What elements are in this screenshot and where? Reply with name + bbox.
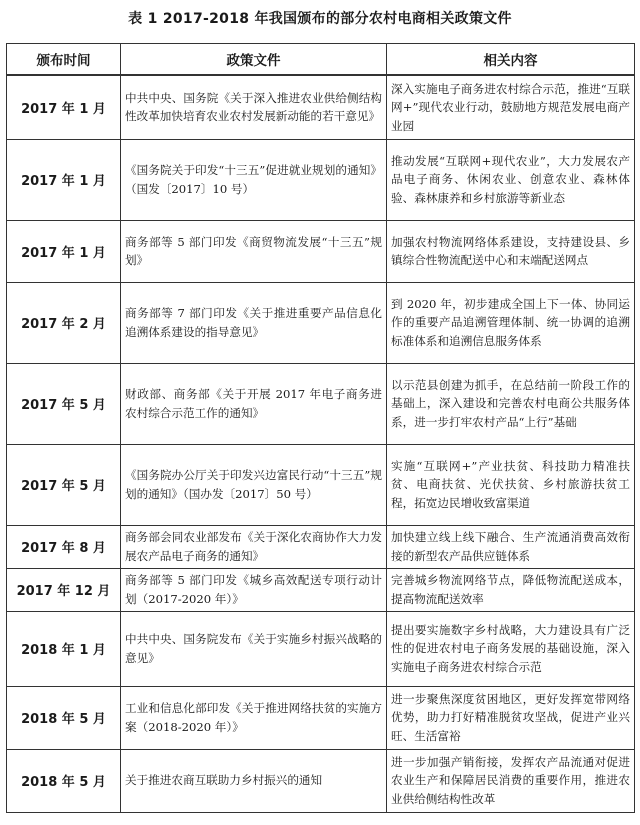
cell-doc: 工业和信息化部印发《关于推进网络扶贫的实施方案（2018-2020 年）》 xyxy=(121,686,387,749)
cell-date: 2017 年 8 月 xyxy=(7,525,121,568)
cell-content: 以示范县创建为抓手，在总结前一阶段工作的基础上，深入建设和完善农村电商公共服务体系，进一步打牢农村产品“上行”基础 xyxy=(387,363,635,444)
table-row xyxy=(7,139,635,220)
cell-content: 进一步聚焦深度贫困地区，更好发挥宽带网络优势，助力打好精准脱贫攻坚战，促进产业兴旺、生活富裕 xyxy=(387,686,635,749)
cell-content: 加强农村物流网络体系建设，支持建设县、乡镇综合性物流配送中心和末端配送网点 xyxy=(387,220,635,282)
header-date: 颁布时间 xyxy=(7,44,121,76)
cell-content: 完善城乡物流网络节点，降低物流配送成本，提高物流配送效率 xyxy=(387,568,635,611)
table-row xyxy=(7,282,635,363)
cell-content: 到 2020 年，初步建成全国上下一体、协同运作的重要产品追溯管理体制、统一协调的追溯标准体系和追溯信息服务体系 xyxy=(387,282,635,363)
cell-content: 深入实施电子商务进农村综合示范，推进“互联网+”现代农业行动，鼓励地方规范发展电商产业园 xyxy=(387,75,635,139)
cell-content: 推动发展“互联网+现代农业”，大力发展农产品电子商务、休闲农业、创意农业、森林体验、森林康养和乡村旅游等新业态 xyxy=(387,139,635,220)
cell-date: 2017 年 1 月 xyxy=(7,139,121,220)
cell-date: 2017 年 1 月 xyxy=(7,220,121,282)
cell-content: 加快建立线上线下融合、生产流通消费高效衔接的新型农产品供应链体系 xyxy=(387,525,635,568)
cell-content: 进一步加强产销衔接，发挥农产品流通对促进农业生产和保障居民消费的重要作用，推进农业供给侧结构性改革 xyxy=(387,749,635,812)
cell-doc: 关于推进农商互联助力乡村振兴的通知 xyxy=(121,749,387,812)
cell-date: 2017 年 5 月 xyxy=(7,444,121,525)
table-row xyxy=(7,611,635,686)
table-row xyxy=(7,444,635,525)
cell-content: 实施“互联网+”产业扶贫、科技助力精准扶贫、电商扶贫、光伏扶贫、乡村旅游扶贫工程，拓宽边民增收致富渠道 xyxy=(387,444,635,525)
cell-doc: 中共中央、国务院《关于深入推进农业供给侧结构性改革加快培育农业农村发展新动能的若干意见》 xyxy=(121,75,387,139)
cell-doc: 商务部会同农业部发布《关于深化农商协作大力发展农产品电子商务的通知》 xyxy=(121,525,387,568)
table-header-row xyxy=(7,44,635,76)
cell-date: 2017 年 1 月 xyxy=(7,75,121,139)
cell-date: 2017 年 12 月 xyxy=(7,568,121,611)
header-content: 相关内容 xyxy=(387,44,635,76)
table-row xyxy=(7,568,635,611)
table-row xyxy=(7,220,635,282)
table-row xyxy=(7,686,635,749)
table-row xyxy=(7,525,635,568)
cell-doc: 商务部等 5 部门印发《商贸物流发展“十三五”规划》 xyxy=(121,220,387,282)
cell-date: 2017 年 5 月 xyxy=(7,363,121,444)
table-row xyxy=(7,363,635,444)
cell-content: 提出要实施数字乡村战略，大力建设具有广泛性的促进农村电子商务发展的基础设施，深入实施电子商务进农村综合示范 xyxy=(387,611,635,686)
cell-doc: 商务部等 7 部门印发《关于推进重要产品信息化追溯体系建设的指导意见》 xyxy=(121,282,387,363)
cell-doc: 财政部、商务部《关于开展 2017 年电子商务进农村综合示范工作的通知》 xyxy=(121,363,387,444)
cell-date: 2018 年 5 月 xyxy=(7,686,121,749)
policy-table xyxy=(6,43,635,813)
cell-date: 2018 年 5 月 xyxy=(7,749,121,812)
table-row xyxy=(7,75,635,139)
table-row xyxy=(7,749,635,812)
cell-doc: 《国务院关于印发“十三五”促进就业规划的通知》（国发〔2017〕10 号） xyxy=(121,139,387,220)
cell-date: 2018 年 1 月 xyxy=(7,611,121,686)
header-doc: 政策文件 xyxy=(121,44,387,76)
cell-doc: 《国务院办公厅关于印发兴边富民行动“十三五”规划的通知》（国办发〔2017〕50 号） xyxy=(121,444,387,525)
cell-date: 2017 年 2 月 xyxy=(7,282,121,363)
cell-doc: 中共中央、国务院发布《关于实施乡村振兴战略的意见》 xyxy=(121,611,387,686)
table-caption: 表 1 2017-2018 年我国颁布的部分农村电商相关政策文件 xyxy=(128,11,512,27)
cell-doc: 商务部等 5 部门印发《城乡高效配送专项行动计划（2017-2020 年）》 xyxy=(121,568,387,611)
